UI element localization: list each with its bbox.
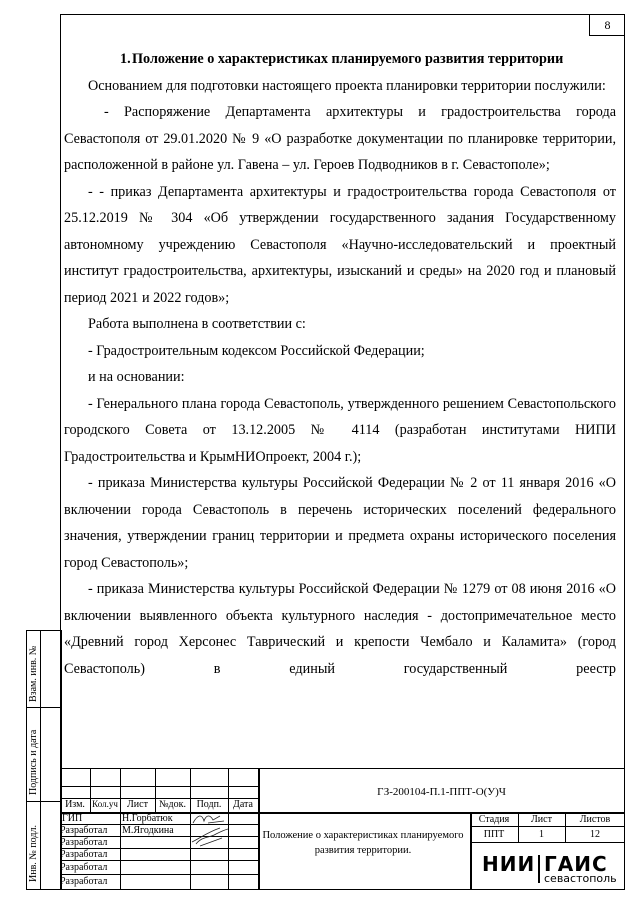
section-title bbox=[64, 46, 616, 73]
side-label-vzam-inv: Взам. инв. № bbox=[28, 645, 39, 702]
paragraph: - Распоряжение Департамента архитектуры и градостроительства города Севастополя от 29.01.2020 № 9 «О разработке документации по планировке территории, расположенной в районе ул. Гавена – ул. Героев Подводников в г. Севастополе»; bbox=[64, 104, 616, 173]
role-razrabotal: Разработал bbox=[60, 876, 108, 887]
paragraph: - Градостроительным кодексом Российской Федерации; bbox=[88, 342, 425, 359]
logo-sevastopol: севастополь bbox=[544, 872, 617, 885]
side-stamp-divider bbox=[27, 801, 61, 802]
paragraph: - приказа Министерства культуры Российской Федерации № 2 от 11 января 2016 «О включении города Севастополь в перечень исторических поселений федерального значения, утверждении границ территории и предмета охраны исторического поселения город Севастополь»; bbox=[64, 475, 616, 571]
company-logo bbox=[478, 853, 623, 887]
header-ndok: №док. bbox=[159, 799, 186, 810]
sheet-value: 1 bbox=[539, 829, 544, 840]
side-label-inv-podl: Инв. № подл. bbox=[28, 825, 39, 882]
stage-label: Стадия bbox=[478, 814, 510, 825]
section-number: 1. bbox=[120, 51, 131, 67]
side-stamp-divider bbox=[27, 707, 61, 708]
header-kol-uch: Кол.уч bbox=[92, 799, 118, 809]
logo-gais: ГАИС bbox=[544, 852, 608, 876]
document-body bbox=[64, 46, 616, 682]
document-title: Положение о характеристиках планируемого развития территории. bbox=[262, 830, 464, 856]
stage-value: ППТ bbox=[483, 829, 505, 840]
paragraph: и на основании: bbox=[88, 369, 185, 385]
sheets-value: 12 bbox=[590, 829, 600, 840]
document-code: ГЗ-200104-П.1-ППТ-О(У)Ч bbox=[377, 786, 506, 798]
sheets-label: Листов bbox=[579, 814, 611, 825]
section-title-text: Положение о характеристиках планируемого развития территории bbox=[132, 51, 564, 67]
page-number: 8 bbox=[589, 14, 625, 36]
paragraph: Основанием для подготовки настоящего проекта планировки территории послужили: bbox=[88, 77, 606, 94]
logo-nii: НИИ bbox=[482, 852, 536, 876]
header-data: Дата bbox=[233, 799, 253, 810]
paragraph: - приказа Министерства культуры Российской Федерации № 1279 от 08 июня 2016 «О включении выявленного объекта культурного наследия - достопримечательное место «Древний город Херсонес Таврический и крепости Чембало и Каламита» (город Севастополь) в единый государственный реестр bbox=[64, 581, 616, 677]
grid-line bbox=[470, 826, 625, 827]
paragraph: - - приказ Департамента архитектуры и градостроительства города Севастополя от 25.12.2019 № 304 «Об утверждении государственного задания Государственному автономному учреждению Севастополя «Научно-исследовательский и проектный институт градостроительства, архитектуры, изысканий и среды» на 2020 год и плановый период 2021 и 2022 годов»; bbox=[64, 183, 616, 306]
role-razrabotal: Разработал bbox=[60, 862, 108, 873]
role-razrabotal: Разработал bbox=[60, 837, 108, 848]
grid-line bbox=[470, 842, 625, 843]
name-razrabotal: М.Ягодкина bbox=[122, 825, 174, 836]
header-izm: Изм. bbox=[65, 799, 85, 810]
sheet-label: Лист bbox=[531, 814, 552, 825]
logo-divider bbox=[538, 855, 540, 883]
name-gip: Н.Горбатюк bbox=[122, 813, 173, 824]
role-razrabotal: Разработал bbox=[60, 825, 108, 836]
header-list: Лист bbox=[127, 799, 148, 810]
role-gip: ГИП bbox=[62, 813, 83, 824]
paragraph: - Генерального плана города Севастополь, утвержденного решением Севастопольского городского Совета от 13.12.2005 № 4114 (разработан институтами НИПИ Градостроительства и КрымНИОпроект, 2004 г.); bbox=[64, 395, 616, 465]
header-podp: Подп. bbox=[196, 799, 222, 810]
signature-mark bbox=[190, 824, 230, 848]
grid-line bbox=[120, 768, 121, 890]
role-razrabotal: Разработал bbox=[60, 849, 108, 860]
side-label-podpis-data: Подпись и дата bbox=[28, 729, 39, 795]
paragraph: Работа выполнена в соответствии с: bbox=[88, 316, 306, 332]
